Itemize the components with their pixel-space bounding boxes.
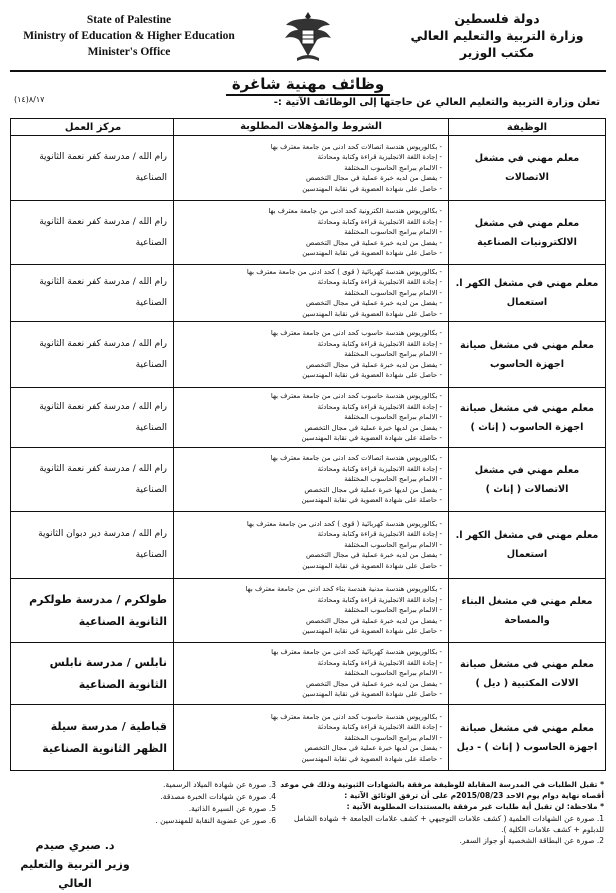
job-title: معلم مهني في مشغل صيانة اجهزة الحاسوب [460,339,594,370]
requirement-item: - الالمام ببرامج الحاسوب المختلفة [344,413,442,422]
table-row [11,136,605,201]
job-title: معلم مهني في مشغل صيانة اجهزة الحاسوب ( إناث ) - ديل [456,723,598,753]
header-arabic [392,10,602,61]
work-location: رام الله / مدرسة كفر نعمة الثانوية الصناعية [39,463,167,495]
header-english [14,12,244,60]
note-warning: * ملاحظة: لن تقبل أية طلبات غير مرفقة بالمستندات المطلوبة الآتية : [346,802,604,812]
requirement-item: - بكالوريوس هندسة الكترونية كحد ادنى من جامعة معترف بها [268,207,442,216]
table-row [11,265,605,322]
table-row [11,448,605,512]
requirement-item: - حاصل على شهادة العضوية في نقابة المهندسين [302,184,442,193]
job-title: معلم مهني في مشغل الالكترونيات الصناعية [474,217,580,248]
table-row [11,705,605,771]
requirement-item: - إجادة اللغة الانجليزية قراءة وكتابة ومحادثة [317,402,442,411]
work-location: طولكرم / مدرسة طولكرم الثانوية الصناعية [29,592,167,628]
requirement-item: - يفضل من لديه خبرة عملية في مجال التخصص [305,551,442,560]
header-requirements: الشروط والمؤهلات المطلوبة [173,119,449,135]
job-title: معلم مهني في مشغل البناء والمساحة [461,595,593,626]
requirement-item: - بكالوريوس هندسة كهربائية ( قوى ) كحد ادنى من جامعة معترف بها [246,519,442,528]
header-location: مركز العمل [64,121,122,133]
requirement-item: - بكالوريوس هندسة كهربائية كحد ادنى من جامعة معترف بها [271,648,442,657]
table-row [11,388,605,448]
requirements-cell [173,201,449,264]
table-row [11,512,605,579]
reference-number: (١٤)٨/١٧ [14,95,45,104]
requirement-item: - الالمام ببرامج الحاسوب المختلفة [344,350,442,359]
requirement-item: - حاصل على شهادة العضوية في نقابة المهندسين [302,249,442,258]
requirement-item: - بكالوريوس هندسة حاسوب كحد ادنى من جامعة معترف بها [270,329,442,338]
work-location: رام الله / مدرسة دير دبوان الثانوية الصناعية [38,529,167,560]
requirement-item: - بكالوريوس هندسة اتصالات كحد ادنى من جامعة معترف بها [270,142,442,151]
requirement-item: - الالمام ببرامج الحاسوب المختلفة [344,228,442,237]
work-location: قباطية / مدرسة سيلة الظهر الثانوية الصناعية [42,720,167,755]
requirement-item: - الالمام ببرامج الحاسوب المختلفة [344,669,442,678]
notes-left [138,779,276,827]
requirement-item: - يفضل من لديه خبرة عملية في مجال التخصص [305,174,442,183]
requirement-item: - يفضل من لديه خبرة عملية في مجال التخصص [305,299,442,308]
page-title [0,75,616,93]
requirement-item: - حاصل على شهادة العضوية في نقابة المهندسين [302,309,442,318]
signature-name: د. صبري صيدم [35,839,115,852]
header-en-ministry: Ministry of Education & Higher Education [23,30,235,42]
requirement-item: - إجادة اللغة الانجليزية قراءة وكتابة ومحادثة [317,530,442,539]
requirements-list [271,453,442,506]
signature-role: وزير التربية والتعليم العالي [20,858,130,890]
requirement-item: - بكالوريوس هندسة حاسوب كحد ادنى من جامعة معترف بها [270,392,442,401]
requirements-list [268,206,442,259]
requirement-item: - إجادة اللغة الانجليزية قراءة وكتابة ومحادثة [317,595,442,604]
requirement-item: - الالمام ببرامج الحاسوب المختلفة [344,540,442,549]
requirement-item: - الالمام ببرامج الحاسوب المختلفة [344,163,442,172]
job-title: معلم مهني في مشغل الاتصالات [474,153,580,183]
requirement-item: - إجادة اللغة الانجليزية قراءة وكتابة ومحادثة [317,217,442,226]
requirement-item: - الالمام ببرامج الحاسوب المختلفة [344,733,442,742]
requirements-list [246,584,442,637]
requirement-item: - يفضل من لديه خبرة عملية في مجال التخصص [305,679,442,688]
work-location: رام الله / مدرسة كفر نعمة الثانوية الصناعية [39,152,167,183]
requirement-item: - يفضل من لديها خبرة عملية في مجال التخصص [304,744,442,753]
requirement-item: - حاصل على شهادة العضوية في نقابة المهندسين [302,627,442,636]
note-item-6: 6. صور عن عضوية النقابة للمهندسين . [155,816,276,825]
requirement-item: - إجادة اللغة الانجليزية قراءة وكتابة ومحادثة [317,153,442,162]
requirement-item: - بكالوريوس هندسة اتصالات كحد ادنى من جامعة معترف بها [270,454,442,463]
requirement-item: - إجادة اللغة الانجليزية قراءة وكتابة ومحادثة [317,723,442,732]
requirement-item: - حاصل على شهادة العضوية في نقابة المهندسين [302,561,442,570]
header-ar-office: مكتب الوزير [459,45,535,60]
jobs-table [10,118,606,771]
header-ar-ministry: وزارة التربية والتعليم العالي [410,28,584,43]
requirements-cell [173,136,449,200]
requirement-item: - إجادة اللغة الانجليزية قراءة وكتابة ومحادثة [317,278,442,287]
header-ar-state: دولة فلسطين [454,11,540,26]
note-item-5: 5. صورة عن السيرة الذاتية. [188,804,276,813]
requirement-item: - يفضل من لديها خبرة عملية في مجال التخصص [304,485,442,494]
requirements-cell [173,448,449,511]
requirement-item: - الالمام ببرامج الحاسوب المختلفة [344,606,442,615]
requirement-item: - إجادة اللغة الانجليزية قراءة وكتابة ومحادثة [317,464,442,473]
page-title-text: وظائف مهنية شاغرة [226,75,390,96]
requirement-item: - يفضل من لديه خبرة عملية في مجال التخصص [305,360,442,369]
requirements-list [271,712,442,765]
requirement-item: - يفضل من لديه خبرة عملية في مجال التخصص [305,238,442,247]
table-row [11,579,605,643]
requirements-list [271,328,442,381]
requirement-item: - يفضل من لديه خبرة عملية في مجال التخصص [305,616,442,625]
job-title: معلم مهني في مشغل الاتصالات ( إناث ) [474,464,580,495]
header-job: الوظيفة [506,121,548,133]
requirements-list [247,519,442,572]
requirement-item: - حاصلة على شهادة العضوية في نقابة المهندسين [301,496,442,505]
notes-right [274,779,604,846]
signature-block [10,836,140,893]
requirement-item: - بكالوريوس هندسة حاسوب كحد ادنى من جامعة معترف بها [270,712,442,721]
note-item-1: 1. صورة عن الشهادات العلمية ( كشف علامات التوجيهي + كشف علامات الجامعة + شهادة الشامل للدبلوم + كشف علامات الكلية ). [293,813,604,834]
work-location: رام الله / مدرسة كفر نعمة الثانوية الصناعية [39,338,167,370]
job-title: معلم مهني في مشغل صيانة اجهزة الحاسوب ( إناث ) [460,402,594,433]
requirement-item: - الالمام ببرامج الحاسوب المختلفة [344,475,442,484]
table-row [11,643,605,705]
work-location: رام الله / مدرسة كفر نعمة الثانوية الصناعية [39,401,167,433]
header-en-state: State of Palestine [86,14,172,26]
note-item-4: 4. صورة عن شهادات الخبرة مصدقة. [160,792,276,801]
requirement-item: - حاصل على شهادة العضوية في نقابة المهندسين [302,690,442,699]
job-title: معلم مهني في مشغل الكهر ا. استعمال [455,278,599,308]
requirement-item: - إجادة اللغة الانجليزية قراءة وكتابة ومحادثة [317,658,442,667]
requirements-cell [173,388,449,447]
requirement-item: - يفضل من لديها خبرة عملية في مجال التخصص [304,423,442,432]
requirements-list [247,267,442,320]
requirements-cell [173,579,449,642]
requirement-item: - حاصل على شهادة العضوية في نقابة المهندسين [302,371,442,380]
requirements-cell [173,512,449,578]
work-location: نابلس / مدرسة نابلس الثانوية الصناعية [49,655,167,691]
requirement-item: - بكالوريوس هندسة مدنية هندسة بناء كحد ادنى من جامعة معترف بها [245,585,442,594]
requirements-list [271,391,442,444]
requirements-cell [173,705,449,771]
requirement-item: - بكالوريوس هندسة كهربائية ( قوى ) كحد ادنى من جامعة معترف بها [246,267,442,276]
header-en-office: Minister's Office [87,46,171,58]
requirement-item: - حاصلة على شهادة العضوية في نقابة المهندسين [301,754,442,763]
requirement-item: - إجادة اللغة الانجليزية قراءة وكتابة ومحادثة [317,339,442,348]
intro-text: تعلن وزارة التربية والتعليم العالي عن حاجتها إلى الوظائف الآتية :- [273,97,600,108]
requirements-cell [173,322,449,387]
requirements-list [271,142,442,195]
note-submission: * تقبل الطلبات في المدرسة المقابلة للوظيفة مرفقة بالشهادات الثبوتية وذلك في موعد أقصاه نهاية دوام يوم الاحد 2015/08/23م على أن ترفق الوثائق الآتية : [280,780,604,801]
palestine-eagle-emblem-icon [283,8,333,64]
job-title: معلم مهني في مشغل صيانة الالات المكتبية ( ديل ) [460,658,594,689]
note-item-3: 3. صورة عن شهادة الميلاد الرسمية. [163,780,276,789]
table-row [11,201,605,265]
requirement-item: - حاصلة على شهادة العضوية في نقابة المهندسين [301,434,442,443]
requirements-cell [173,265,449,321]
work-location: رام الله / مدرسة كفر نعمة الثانوية الصناعية [39,216,167,248]
requirements-list [271,647,442,700]
requirement-item: - الالمام ببرامج الحاسوب المختلفة [344,288,442,297]
job-title: معلم مهني في مشغل الكهر ا. استعمال [455,530,599,560]
table-header-row [11,119,605,136]
note-item-2: 2. صورة عن البطاقة الشخصية أو جواز السفر. [459,836,604,846]
header-divider [10,70,606,72]
work-location: رام الله / مدرسة كفر نعمة الثانوية الصناعية [39,277,167,308]
table-row [11,322,605,388]
requirements-cell [173,643,449,704]
